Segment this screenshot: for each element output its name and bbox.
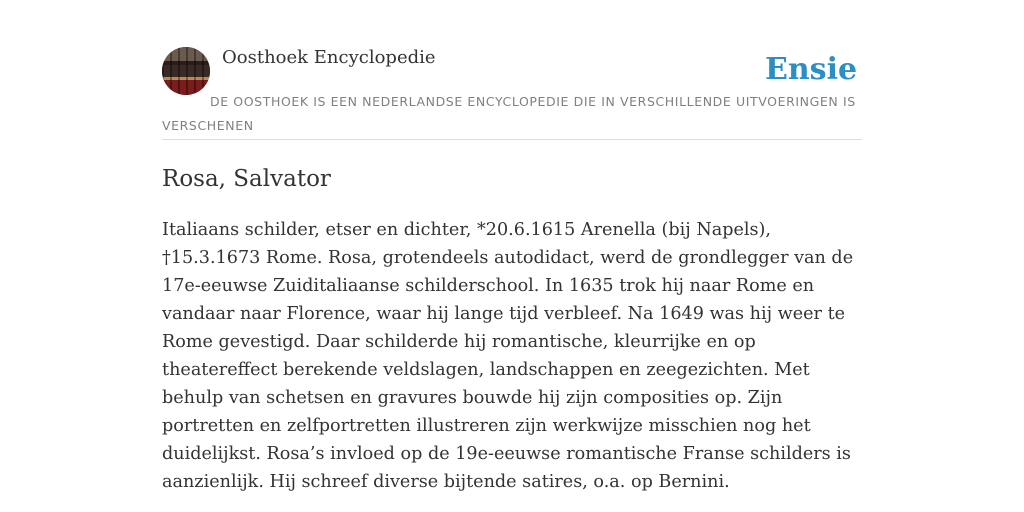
header-divider: [162, 139, 862, 140]
article-title: Rosa, Salvator: [162, 166, 331, 192]
encyclopedia-books-avatar[interactable]: [162, 47, 210, 95]
article-body: Italiaans schilder, etser en dichter, *20.6.1615 Arenella (bij Napels), †15.3.1673 Rome. Rosa, grotendeels autodidact, werd de grondlegger van de 17e-eeuwse Zuiditaliaanse schilderschool. In 1635 trok hij naar Rome en vandaar naar Florence, waar hij lange tijd verbleef. Na 1649 was hij weer te Rome gevestigd. Daar schilderde hij romantische, kleurrijke en op theatereffect berekende veldslagen, landschappen en zeegezichten. Met behulp van schetsen en gravures bouwde hij zijn composities op. Zijn portretten en zelfportretten illustreren zijn werkwijze misschien nog het duidelijkst. Rosa’s invloed op de 19e-eeuwse romantische Franse schilders is aanzienlijk. Hij schreef diverse bijtende satires, o.a. op Bernini.: [162, 220, 854, 492]
source-name-link[interactable]: Oosthoek Encyclopedie: [222, 47, 436, 68]
avatar-book-spines: [162, 47, 210, 95]
source-tagline: DE OOSTHOEK IS EEN NEDERLANDSE ENCYCLOPEDIE DIE IN VERSCHILLENDE UITVOERINGEN IS VERSCHENEN: [162, 94, 856, 133]
ensie-logo-link[interactable]: Ensie: [765, 52, 858, 87]
